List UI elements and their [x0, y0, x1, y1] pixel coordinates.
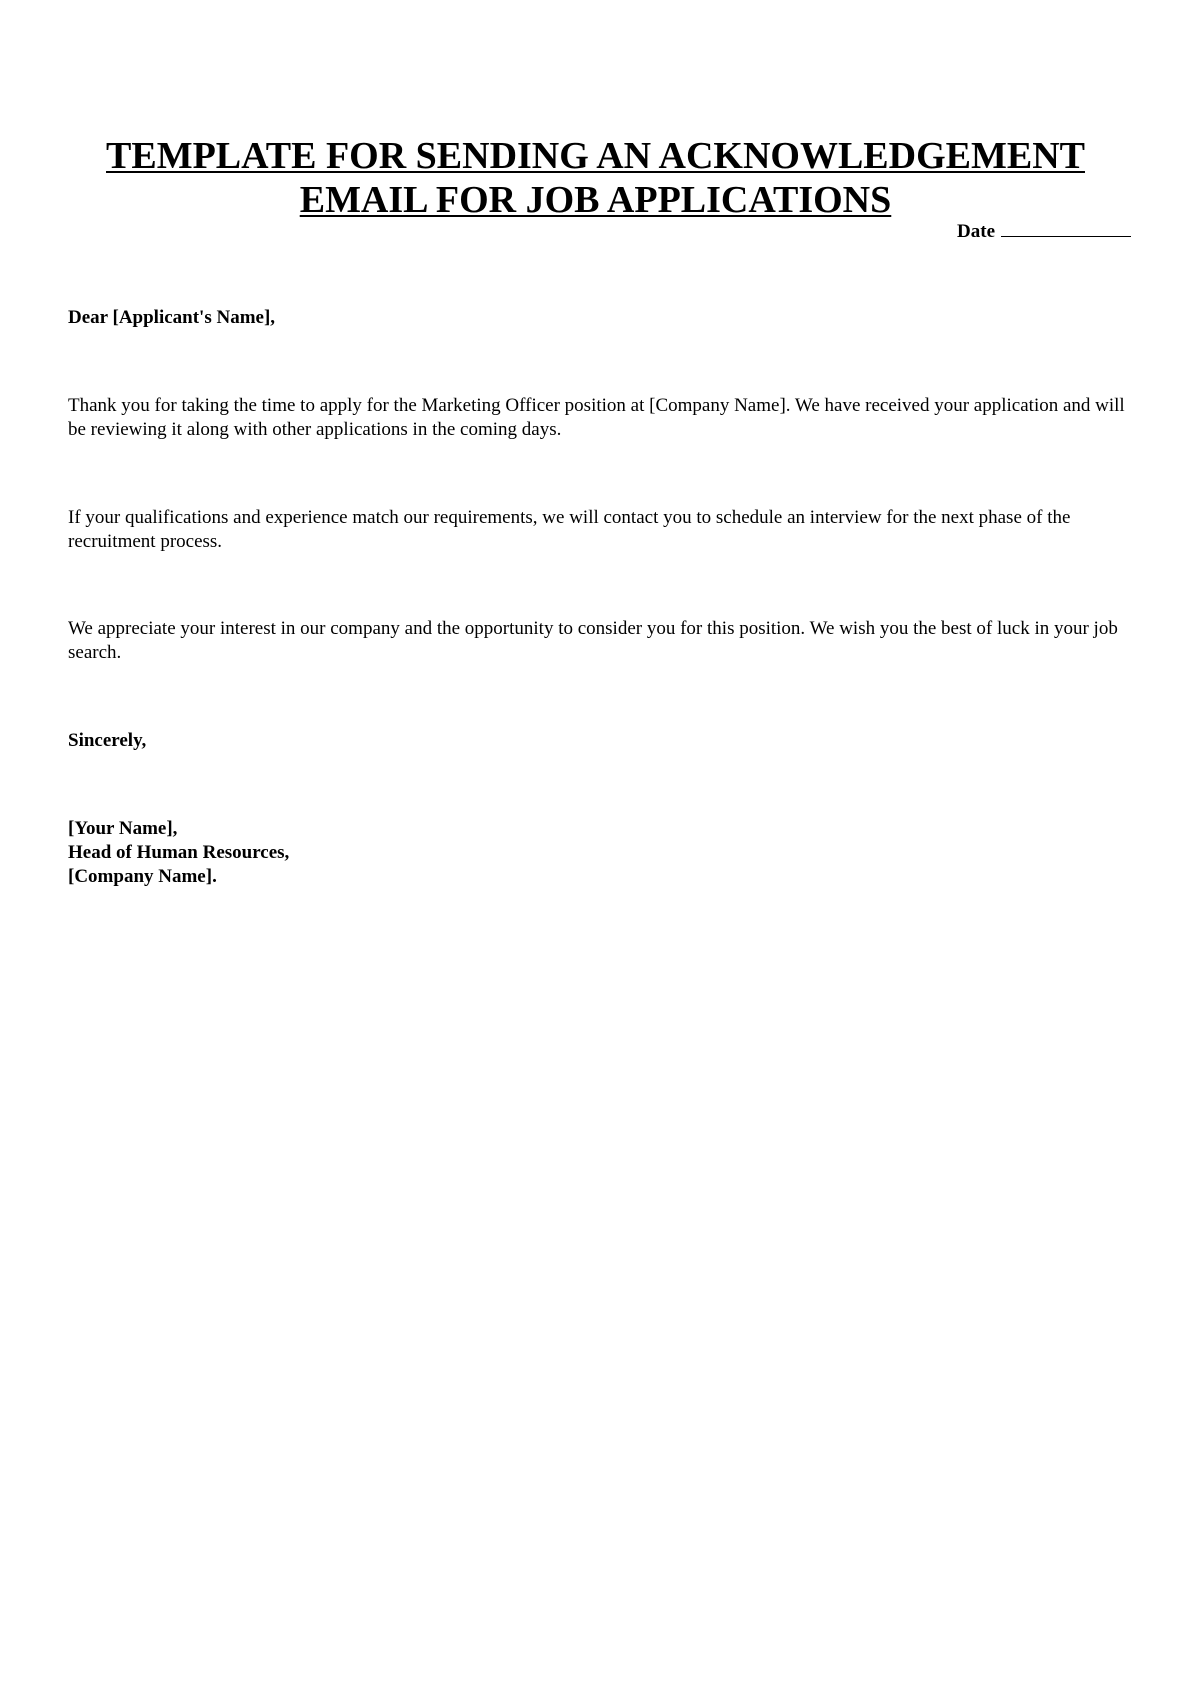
signature-role: Head of Human Resources,	[68, 842, 290, 863]
closing: Sincerely,	[68, 730, 147, 751]
title-line-1: TEMPLATE FOR SENDING AN ACKNOWLEDGEMENT	[106, 135, 1085, 177]
date-blank-line	[1001, 219, 1131, 237]
signature-name: [Your Name],	[68, 818, 178, 839]
title-line-2: EMAIL FOR JOB APPLICATIONS	[299, 179, 892, 221]
date-field	[957, 219, 1131, 243]
body-paragraph-2: If your qualifications and experience match our requirements, we will contact you to schedule an interview for the next phase of the recruitment process.	[68, 507, 1071, 552]
date-label: Date	[957, 221, 995, 242]
body-paragraph-3: We appreciate your interest in our company and the opportunity to consider you for this position. We wish you the best of luck in your job search.	[68, 618, 1118, 663]
signature-company: [Company Name].	[68, 866, 217, 887]
salutation: Dear [Applicant's Name],	[68, 307, 276, 328]
document-title	[0, 134, 1191, 222]
signature-block	[68, 817, 1128, 889]
body-paragraph-1: Thank you for taking the time to apply for the Marketing Officer position at [Company Name]. We have received your application and will be reviewing it along with other applications in the coming days.	[68, 395, 1125, 440]
